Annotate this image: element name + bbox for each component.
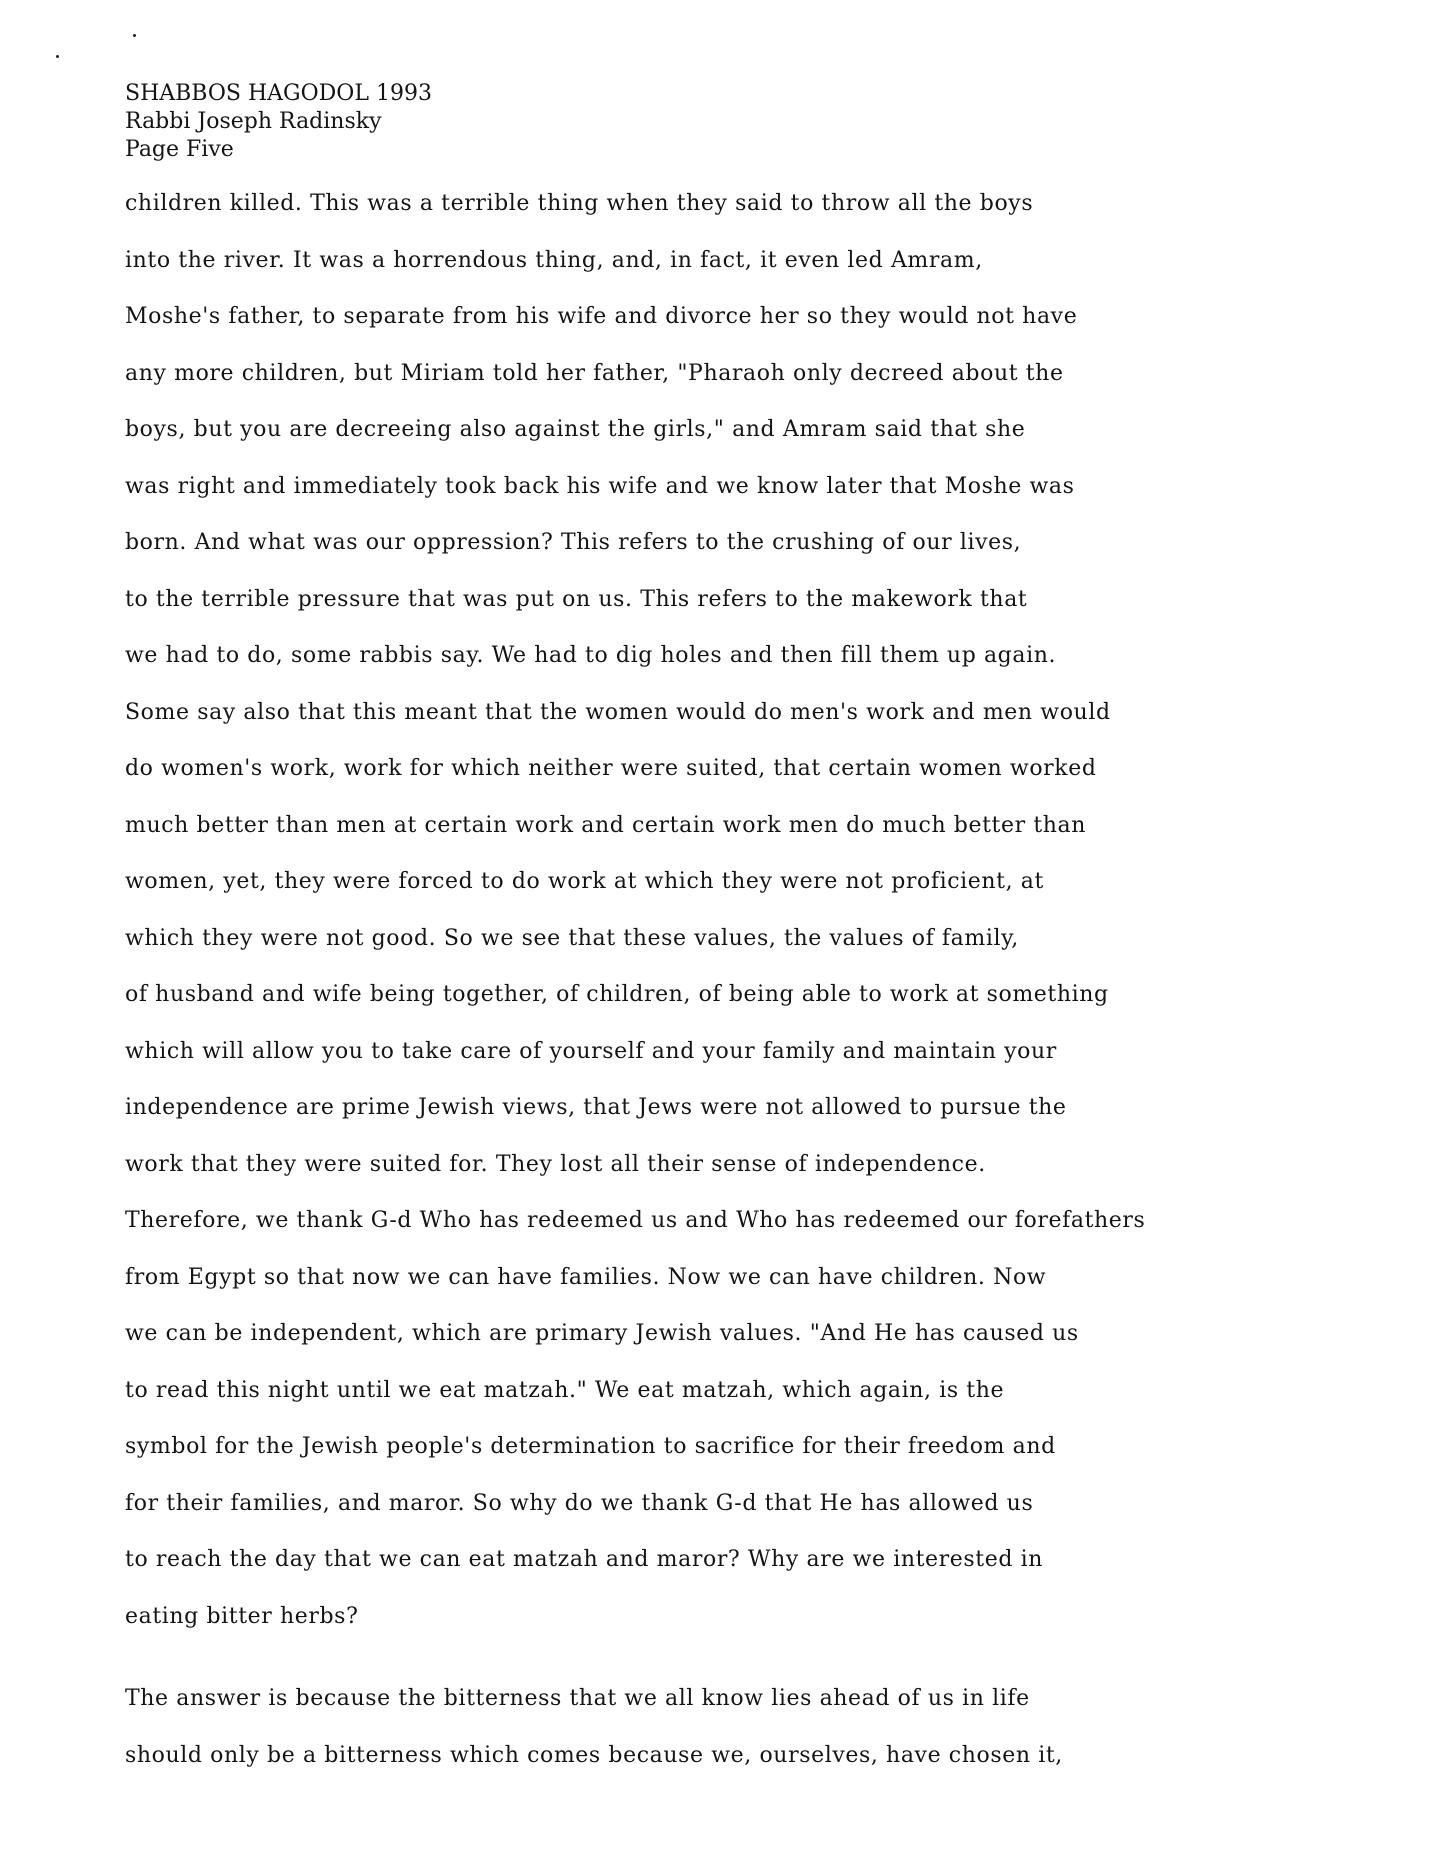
text-line: Moshe's father, to separate from his wife and divorce her so they would not have	[125, 304, 1078, 329]
text-line: was right and immediately took back his wife and we know later that Moshe was	[125, 474, 1075, 499]
scan-speck	[56, 55, 59, 58]
text-line: do women's work, work for which neither were suited, that certain women worked	[125, 756, 1097, 781]
text-line: from Egypt so that now we can have families. Now we can have children. Now	[125, 1265, 1047, 1290]
text-line: children killed. This was a terrible thing when they said to throw all the boys	[125, 191, 1034, 216]
header-title: SHABBOS HAGODOL 1993	[125, 81, 432, 106]
text-line: independence are prime Jewish views, that Jews were not allowed to pursue the	[125, 1095, 1067, 1120]
text-line: any more children, but Miriam told her father, "Pharaoh only decreed about the	[125, 361, 1064, 386]
text-line: into the river. It was a horrendous thing, and, in fact, it even led Amram,	[125, 248, 983, 273]
text-line: boys, but you are decreeing also against the girls," and Amram said that she	[125, 417, 1026, 442]
text-line: which will allow you to take care of yourself and your family and maintain your	[125, 1039, 1057, 1064]
text-line: to reach the day that we can eat matzah and maror? Why are we interested in	[125, 1547, 1044, 1572]
document-header	[125, 80, 432, 164]
text-line: which they were not good. So we see that these values, the values of family,	[125, 926, 1019, 951]
text-line: women, yet, they were forced to do work at which they were not proficient, at	[125, 869, 1044, 894]
text-line: of husband and wife being together, of children, of being able to work at something	[125, 982, 1109, 1007]
text-line: eating bitter herbs?	[125, 1604, 359, 1629]
text-line: we had to do, some rabbis say. We had to dig holes and then fill them up again.	[125, 643, 1057, 668]
text-line: Some say also that this meant that the women would do men's work and men would	[125, 700, 1111, 725]
header-page-number: Page Five	[125, 137, 234, 162]
text-line: for their families, and maror. So why do we thank G-d that He has allowed us	[125, 1491, 1034, 1516]
text-line: work that they were suited for. They lost all their sense of independence.	[125, 1152, 986, 1177]
text-line: should only be a bitterness which comes because we, ourselves, have chosen it,	[125, 1743, 1063, 1768]
text-line: we can be independent, which are primary Jewish values. "And He has caused us	[125, 1321, 1079, 1346]
header-author: Rabbi Joseph Radinsky	[125, 109, 382, 134]
text-line: much better than men at certain work and certain work men do much better than	[125, 813, 1087, 838]
text-line: The answer is because the bitterness that we all know lies ahead of us in life	[125, 1686, 1030, 1711]
text-line: to read this night until we eat matzah." We eat matzah, which again, is the	[125, 1378, 1005, 1403]
text-line: born. And what was our oppression? This refers to the crushing of our lives,	[125, 530, 1022, 555]
scan-speck	[133, 34, 136, 37]
text-line: to the terrible pressure that was put on us. This refers to the makework that	[125, 587, 1028, 612]
text-line: Therefore, we thank G-d Who has redeemed us and Who has redeemed our forefathers	[125, 1208, 1146, 1233]
text-line: symbol for the Jewish people's determination to sacrifice for their freedom and	[125, 1434, 1056, 1459]
